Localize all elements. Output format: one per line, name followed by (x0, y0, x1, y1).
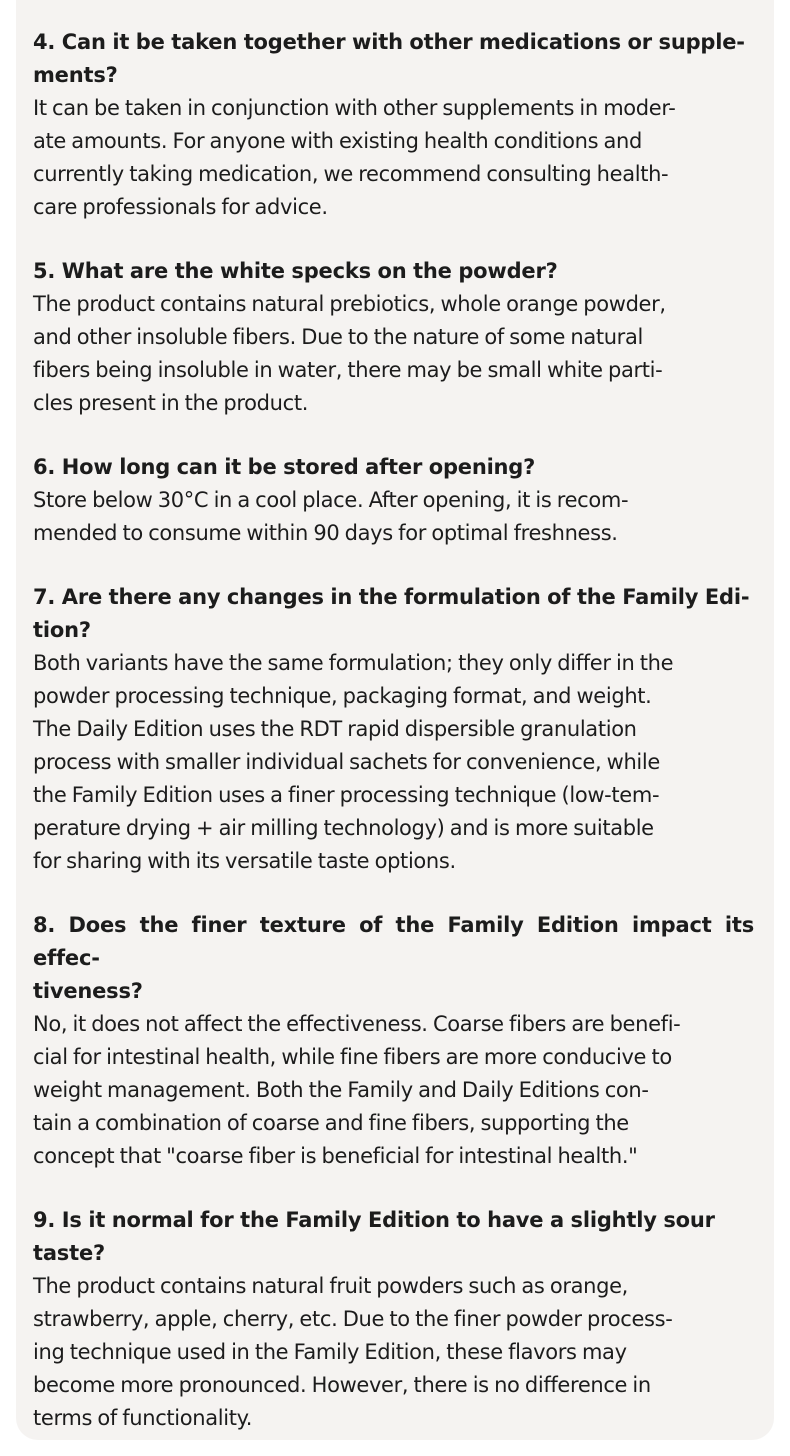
faq-item-6 (33, 451, 754, 550)
faq-answer: Both variants have the same formulation; they only differ in the powder processing technique, packaging format, and weight. The Daily Edition uses the RDT rapid dispersible granulation process with smaller individual sachets for convenience, while the Family Edition uses a finer processing technique (low-tem- perature drying + air milling technology) and is more suitable for sharing with its versatile taste options. (33, 651, 674, 873)
faq-question: 4. Can it be taken together with other medications or supple- ments? (33, 30, 745, 87)
faq-card (16, 0, 774, 1440)
faq-item-7 (33, 581, 754, 878)
faq-answer: The product contains natural fruit powders such as orange, strawberry, apple, cherry, etc. Due to the finer powder process- ing technique used in the Family Edition, these flavors may become more pronounced. However, there is no difference in terms of functionality. (33, 1274, 673, 1430)
faq-item-9 (33, 1204, 754, 1435)
faq-answer: The product contains natural prebiotics, whole orange powder, and other insoluble fibers. Due to the nature of some natural fibers being insoluble in water, there may be small white parti- cles present in the product. (33, 292, 666, 415)
faq-item-4 (33, 26, 754, 224)
faq-answer: No, it does not affect the effectiveness. Coarse fibers are benefi- cial for intestinal health, while fine fibers are more conducive to weight management. Both the Family and Daily Editions con- tain a combination of coarse and fine fibers, supporting the concept that "coarse fiber is beneficial for intestinal health." (33, 1012, 681, 1168)
faq-answer: It can be taken in conjunction with other supplements in moder- ate amounts. For anyone with existing health conditions and currently taking medication, we recommend consulting health- care professionals for advice. (33, 96, 676, 219)
faq-question: 5. What are the white specks on the powder? (33, 259, 558, 283)
faq-item-8 (33, 909, 754, 1173)
faq-question: 7. Are there any changes in the formulation of the Family Edi- tion? (33, 585, 750, 642)
faq-question: 9. Is it normal for the Family Edition to have a slightly sour taste? (33, 1208, 715, 1265)
faq-answer: Store below 30°C in a cool place. After opening, it is recom- mended to consume within 90 days for optimal freshness. (33, 488, 629, 545)
faq-question: 8. Does the finer texture of the Family Edition impact its effec- tiveness? (33, 913, 754, 1003)
faq-item-5 (33, 255, 754, 420)
faq-question: 6. How long can it be stored after opening? (33, 455, 536, 479)
